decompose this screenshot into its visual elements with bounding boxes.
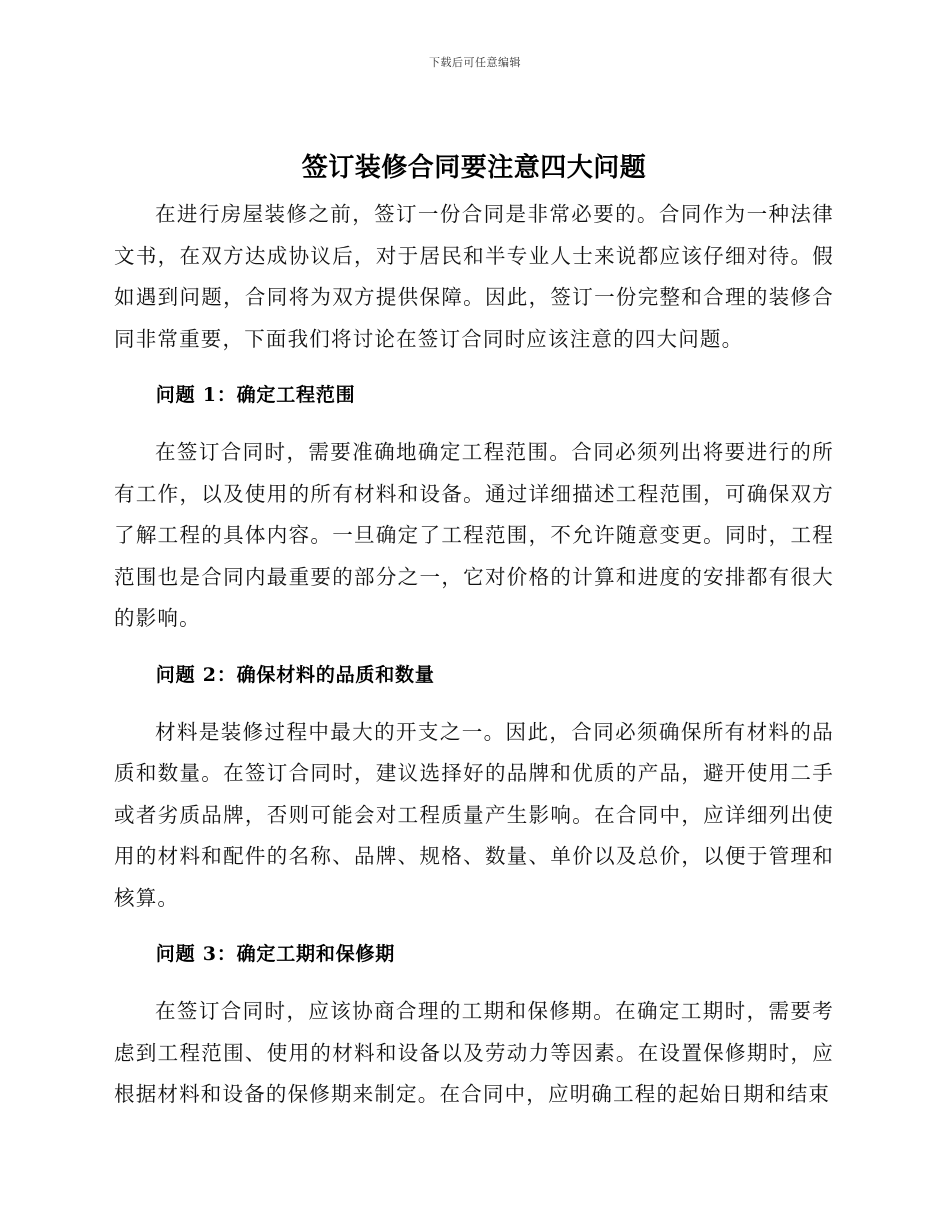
document-content <box>114 146 834 1116</box>
section-body-2: 材料是装修过程中最大的开支之一。因此，合同必须确保所有材料的品质和数量。在签订合同时，建议选择好的品牌和优质的产品，避开使用二手或者劣质品牌，否则可能会对工程质量产生影响。在合同中，应详细列出使用的材料和配件的名称、品牌、规格、数量、单价以及总价，以便于管理和核算。 <box>114 719 834 910</box>
section-heading-2: 问题 2：确保材料的品质和数量 <box>155 663 435 686</box>
header-note: 下载后可任意编辑 <box>429 56 521 69</box>
section-body-3: 在签订合同时，应该协商合理的工期和保修期。在确定工期时，需要考虑到工程范围、使用的材料和设备以及劳动力等因素。在设置保修期时，应根据材料和设备的保修期来制定。在合同中，应明确工程的起始日期和结束 <box>114 999 834 1106</box>
section-heading-3: 问题 3：确定工期和保修期 <box>155 943 396 965</box>
section-body-1: 在签订合同时，需要准确地确定工程范围。合同必须列出将要进行的所有工作，以及使用的所有材料和设备。通过详细描述工程范围，可确保双方了解工程的具体内容。一旦确定了工程范围，不允许随意变更。同时，工程范围也是合同内最重要的部分之一，它对价格的计算和进度的安排都有很大的影响。 <box>114 440 834 630</box>
section-heading-1: 问题 1：确定工程范围 <box>155 384 356 406</box>
document-title: 签订装修合同要注意四大问题 <box>301 153 647 183</box>
intro-paragraph: 在进行房屋装修之前，签订一份合同是非常必要的。合同作为一种法律文书，在双方达成协议后，对于居民和半专业人士来说都应该仔细对待。假如遇到问题，合同将为双方提供保障。因此，签订一份完整和合理的装修合同非常重要，下面我们将讨论在签订合同时应该注意的四大问题。 <box>114 202 834 351</box>
